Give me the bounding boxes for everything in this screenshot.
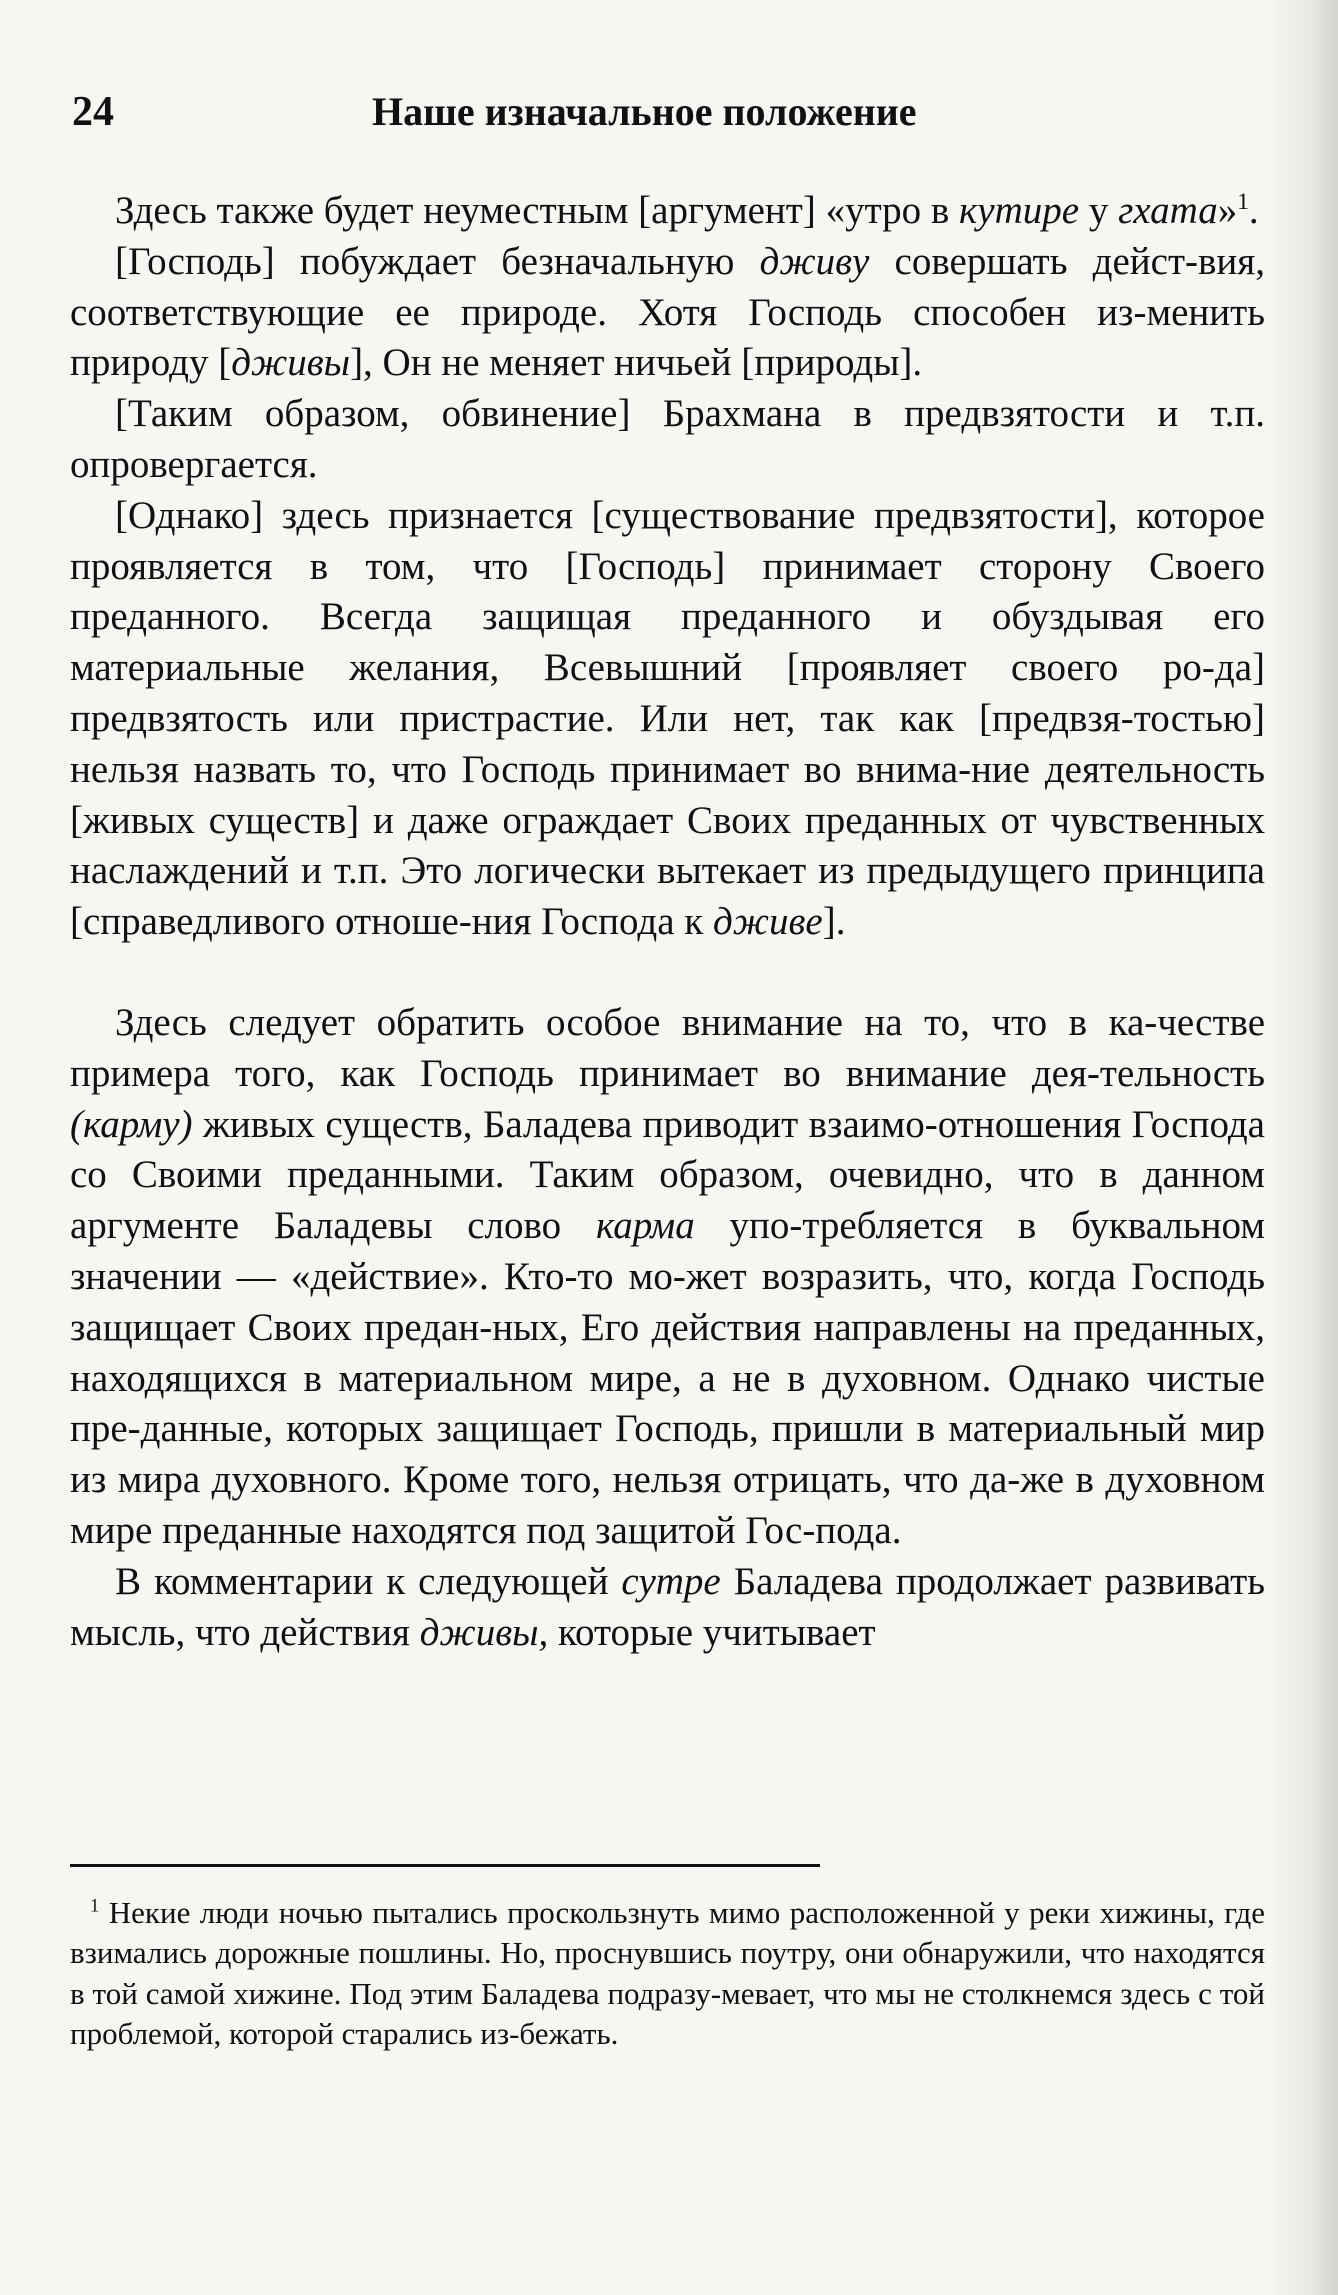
italic-term: дживы (231, 341, 351, 385)
text-run: живых существ, Баладева приводит взаимо-отношения Господа со Своими преданными. Таким образом, очевидно, что в данном аргументе Баладевы слово (70, 1102, 1265, 1248)
footnote-divider (70, 1864, 820, 1867)
running-title: Наше изначальное положение (372, 89, 917, 134)
paragraph-5 (70, 998, 1265, 1557)
text-run: [Однако] здесь признается [существование предвзятости], которое проявляется в том, что [Господь] принимает сторону Своего преданного. Всегда защищая преданного и обуздывая его материальные желания, Всевышний [проявляет своего ро-да] предвзятость или пристрастие. Или нет, так как [предвзя-тостью] нельзя назвать то, что Господь принимает во внима-ние деятельность [живых существ] и даже ограждает Своих преданных от чувственных наслаждений и т.п. Это логически вытекает из предыдущего принципа [справедливого отноше-ния Господа к (70, 493, 1265, 944)
paragraph-1 (70, 186, 1265, 237)
paragraph-4 (70, 491, 1265, 948)
paragraph-6 (70, 1557, 1265, 1659)
text-run: В комментарии к следующей (115, 1559, 622, 1603)
text-run: которые учитывает (548, 1610, 876, 1654)
text-run: Здесь следует обратить особое внимание на то, что в ка-честве примера того, как Господь принимает во внимание дея-тельность (70, 1000, 1265, 1095)
text-run: у (1079, 189, 1119, 232)
text-run: Здесь также будет неуместным [аргумент] «утро в (115, 189, 960, 232)
italic-term: карма (595, 1204, 695, 1248)
text-run: упо-требляется в буквальном значении — «действие». Кто-то мо-жет возразить, что, когда Господь защищает Своих предан-ных, Его действия направлены на преданных, находящихся в материальном мире, а не в духовном. Однако чистые пре-данные, которых защищает Господь, пришли в материальный мир из мира духовного. Кроме того, нельзя отрицать, что да-же в духовном мире преданные находятся под защитой Гос-пода. (70, 1204, 1265, 1552)
text-run: [Господь] побуждает безначальную (115, 239, 760, 283)
page-header (72, 88, 1267, 138)
text-run: совершать дейст-вия, соответствующие ее природе. Хотя Господь способен из-менить природу [ (70, 239, 1265, 385)
italic-term: дживе (712, 900, 823, 944)
paragraph-2 (70, 237, 1265, 389)
page-number: 24 (72, 89, 114, 135)
italic-term: кутире (959, 189, 1080, 232)
footnote-reference: 1 (1237, 189, 1249, 215)
page-edge-shadow (1268, 0, 1338, 2295)
footnote (70, 1893, 1265, 2054)
text-run: . (1248, 189, 1259, 232)
italic-term: дживы, (419, 1610, 549, 1654)
text-run: » (1217, 189, 1238, 232)
text-run: ], Он не меняет ничьей [природы]. (350, 341, 923, 385)
text-run: ]. (822, 900, 846, 944)
paragraph-3: [Таким образом, обвинение] Брахмана в предвзятости и т.п. опровергается. (70, 392, 1265, 486)
italic-term: гхата (1118, 189, 1218, 232)
text-run: Баладева продолжает развивать мысль, что действия (70, 1559, 1265, 1654)
italic-term: (карму) (70, 1102, 193, 1146)
main-text (70, 186, 1265, 1658)
italic-term: сутре (621, 1559, 721, 1603)
footnote-marker: 1 (90, 1895, 100, 1917)
italic-term: дживу (759, 239, 870, 283)
footnote-text: Некие люди ночью пытались проскользнуть мимо расположенной у реки хижины, где взимались дорожные пошлины. Но, проснувшись поутру, они обнаружили, что находятся в той самой хижине. Под этим Баладева подразу-мевает, что мы не столкнемся здесь с той проблемой, которой старались из-бежать. (70, 1895, 1265, 2051)
